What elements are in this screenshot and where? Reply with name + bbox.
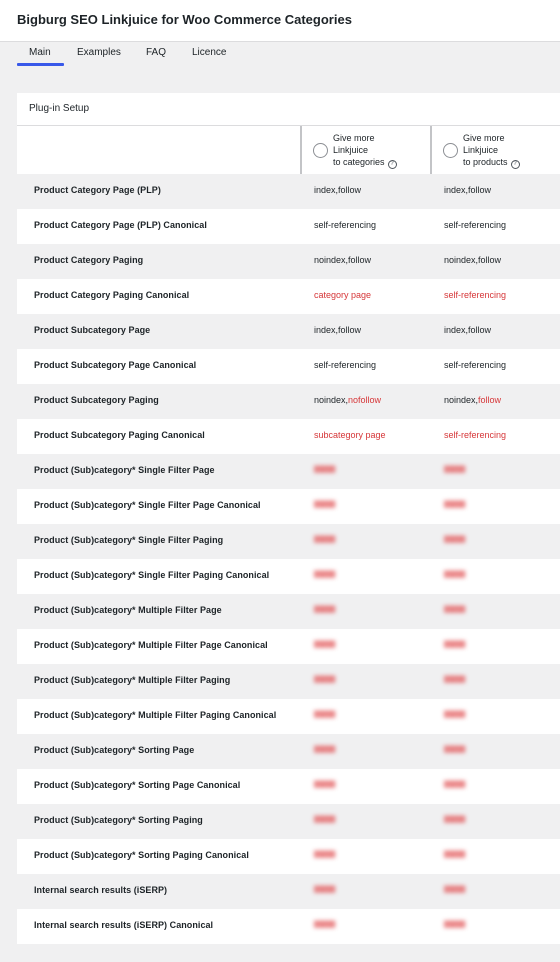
blurred-value: █████ bbox=[314, 642, 336, 648]
value-text: index,follow bbox=[314, 325, 362, 335]
blurred-value: █████ bbox=[314, 922, 336, 928]
row-label: Product Category Paging bbox=[34, 255, 144, 265]
row-label: Product (Sub)category* Single Filter Page bbox=[34, 465, 215, 475]
row-label: Product (Sub)category* Sorting Paging bbox=[34, 815, 203, 825]
row-label: Product Category Page (PLP) bbox=[34, 185, 161, 195]
row-value bbox=[444, 255, 501, 265]
table-row bbox=[17, 454, 560, 489]
row-label: Product (Sub)category* Single Filter Page Canonical bbox=[34, 500, 261, 510]
plugin-setup-card bbox=[17, 93, 560, 944]
row-value bbox=[444, 360, 506, 370]
row-label: Product Subcategory Paging Canonical bbox=[34, 430, 205, 440]
table-row bbox=[17, 384, 560, 419]
table-row bbox=[17, 734, 560, 769]
row-value bbox=[444, 290, 506, 300]
row-label: Product (Sub)category* Single Filter Paging Canonical bbox=[34, 570, 270, 580]
row-value bbox=[314, 325, 361, 335]
blurred-value: █████ bbox=[314, 712, 336, 718]
row-label: Product (Sub)category* Sorting Page bbox=[34, 745, 195, 755]
column-header-text bbox=[463, 132, 520, 169]
blurred-value: █████ bbox=[444, 817, 466, 823]
row-label: Internal search results (iSERP) Canonical bbox=[34, 920, 214, 930]
row-value bbox=[444, 430, 506, 440]
row-value bbox=[444, 325, 491, 335]
table-row bbox=[17, 804, 560, 839]
blurred-value: █████ bbox=[444, 922, 466, 928]
value-text: index,follow bbox=[314, 185, 362, 195]
tab-bar bbox=[0, 42, 560, 66]
row-label: Product Category Paging Canonical bbox=[34, 290, 190, 300]
row-label: Product (Sub)category* Sorting Page Canonical bbox=[34, 780, 241, 790]
value-text: noindex,follow bbox=[314, 255, 372, 265]
blurred-value: █████ bbox=[444, 677, 466, 683]
table-row bbox=[17, 629, 560, 664]
blurred-value: █████ bbox=[444, 852, 466, 858]
column-header-text bbox=[333, 132, 397, 169]
value-text: noindex, bbox=[314, 395, 349, 405]
row-label: Product (Sub)category* Multiple Filter Page bbox=[34, 605, 222, 615]
blurred-value: █████ bbox=[314, 852, 336, 858]
table-row bbox=[17, 314, 560, 349]
row-label: Product (Sub)category* Multiple Filter Paging Canonical bbox=[34, 710, 277, 720]
card-title: Plug-in Setup bbox=[29, 103, 90, 114]
value-text: noindex,follow bbox=[444, 255, 502, 265]
table-row bbox=[17, 699, 560, 734]
row-label: Product Subcategory Paging bbox=[34, 395, 159, 405]
row-value bbox=[314, 185, 361, 195]
column-header-line bbox=[333, 156, 397, 169]
blurred-value: █████ bbox=[444, 747, 466, 753]
blurred-value: █████ bbox=[444, 642, 466, 648]
row-label: Product Subcategory Page bbox=[34, 325, 151, 335]
table-row bbox=[17, 279, 560, 314]
value-text-highlight: self-referencing bbox=[444, 430, 507, 440]
row-label: Internal search results (iSERP) bbox=[34, 885, 168, 895]
blurred-value: █████ bbox=[444, 467, 466, 473]
radio-categories[interactable] bbox=[313, 143, 328, 158]
blurred-value: █████ bbox=[314, 572, 336, 578]
table-row bbox=[17, 489, 560, 524]
row-value bbox=[314, 395, 381, 405]
radio-products[interactable] bbox=[443, 143, 458, 158]
row-value bbox=[314, 360, 376, 370]
row-label: Product (Sub)category* Multiple Filter Paging bbox=[34, 675, 231, 685]
row-label: Product Category Page (PLP) Canonical bbox=[34, 220, 207, 230]
value-text-highlight: follow bbox=[478, 395, 502, 405]
blurred-value: █████ bbox=[314, 887, 336, 893]
row-value bbox=[444, 185, 491, 195]
table-row bbox=[17, 524, 560, 559]
row-value bbox=[444, 220, 506, 230]
tab-faq[interactable]: FAQ bbox=[146, 47, 167, 58]
tab-main[interactable]: Main bbox=[29, 47, 51, 58]
blurred-value: █████ bbox=[314, 502, 336, 508]
tab-licence[interactable]: Licence bbox=[192, 47, 227, 58]
blurred-value: █████ bbox=[314, 782, 336, 788]
column-header-categories bbox=[302, 126, 430, 173]
row-value bbox=[314, 220, 376, 230]
app-title: Bigburg SEO Linkjuice for Woo Commerce Categories bbox=[17, 12, 352, 27]
column-header-line: Linkjuice bbox=[333, 145, 369, 155]
value-text-highlight: nofollow bbox=[348, 395, 382, 405]
row-value bbox=[314, 290, 371, 300]
active-tab-indicator bbox=[17, 63, 64, 66]
column-header-products bbox=[432, 126, 560, 173]
table-row bbox=[17, 874, 560, 909]
table-row bbox=[17, 174, 560, 209]
row-value bbox=[444, 395, 501, 405]
question-circle-icon[interactable]: ? bbox=[511, 160, 520, 169]
column-header-line: Give more bbox=[463, 133, 505, 143]
value-text-highlight: subcategory page bbox=[314, 430, 386, 440]
value-text: index,follow bbox=[444, 325, 492, 335]
blurred-value: █████ bbox=[444, 607, 466, 613]
blurred-value: █████ bbox=[314, 817, 336, 823]
blurred-value: █████ bbox=[314, 747, 336, 753]
blurred-value: █████ bbox=[444, 712, 466, 718]
value-text-highlight: self-referencing bbox=[444, 290, 507, 300]
blurred-value: █████ bbox=[314, 467, 336, 473]
blurred-value: █████ bbox=[314, 607, 336, 613]
blurred-value: █████ bbox=[314, 537, 336, 543]
row-value bbox=[314, 255, 371, 265]
table-row bbox=[17, 769, 560, 804]
table-row bbox=[17, 909, 560, 944]
blurred-value: █████ bbox=[314, 677, 336, 683]
row-label: Product (Sub)category* Sorting Paging Canonical bbox=[34, 850, 249, 860]
row-label: Product Subcategory Page Canonical bbox=[34, 360, 197, 370]
tab-examples[interactable]: Examples bbox=[77, 47, 121, 58]
column-header-label: to categories bbox=[333, 157, 385, 167]
row-label: Product (Sub)category* Single Filter Paging bbox=[34, 535, 224, 545]
table-row bbox=[17, 209, 560, 244]
blurred-value: █████ bbox=[444, 502, 466, 508]
value-text: self-referencing bbox=[314, 360, 377, 370]
row-value bbox=[314, 430, 386, 440]
table-row bbox=[17, 244, 560, 279]
blurred-value: █████ bbox=[444, 572, 466, 578]
row-label: Product (Sub)category* Multiple Filter Page Canonical bbox=[34, 640, 268, 650]
column-header-line: Linkjuice bbox=[463, 145, 499, 155]
blurred-value: █████ bbox=[444, 887, 466, 893]
column-header-line: Give more bbox=[333, 133, 375, 143]
value-text-highlight: category page bbox=[314, 290, 372, 300]
table-row bbox=[17, 839, 560, 874]
blurred-value: █████ bbox=[444, 782, 466, 788]
value-text: self-referencing bbox=[314, 220, 377, 230]
column-header-label: to products bbox=[463, 157, 508, 167]
table-row bbox=[17, 419, 560, 454]
value-text: index,follow bbox=[444, 185, 492, 195]
top-bar bbox=[0, 0, 560, 42]
table-row bbox=[17, 559, 560, 594]
value-text: noindex, bbox=[444, 395, 479, 405]
value-text: self-referencing bbox=[444, 220, 507, 230]
card-header bbox=[17, 93, 560, 126]
settings-table bbox=[17, 174, 560, 944]
question-circle-icon[interactable]: ? bbox=[388, 160, 397, 169]
blurred-value: █████ bbox=[444, 537, 466, 543]
column-header-line bbox=[463, 156, 520, 169]
value-text: self-referencing bbox=[444, 360, 507, 370]
table-row bbox=[17, 594, 560, 629]
table-row bbox=[17, 349, 560, 384]
table-row bbox=[17, 664, 560, 699]
